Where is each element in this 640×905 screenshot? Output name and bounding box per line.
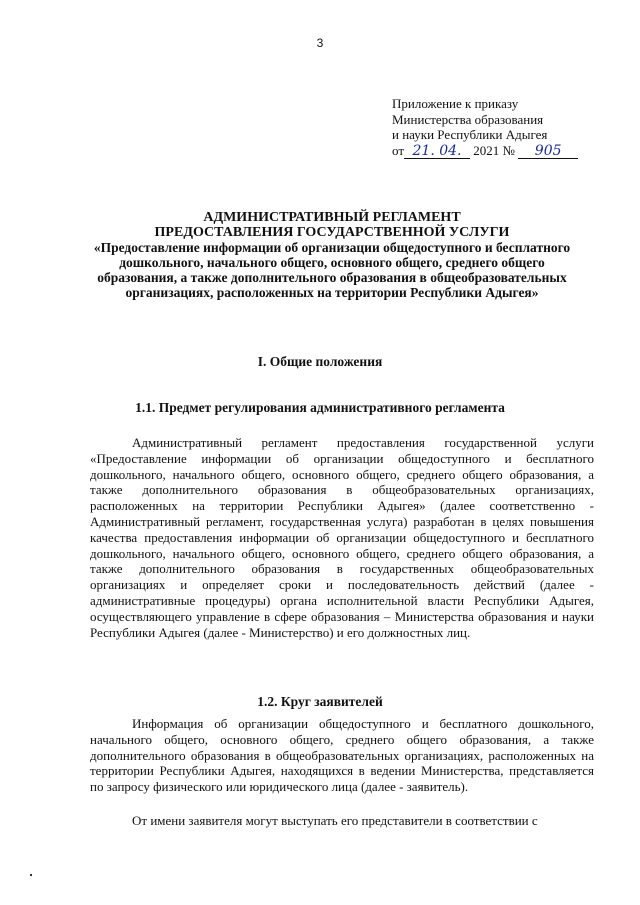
- appendix-line-2: Министерства образования: [392, 111, 544, 127]
- scan-mark: [30, 874, 32, 876]
- appendix-line-3: и науки Республики Адыгея: [392, 127, 548, 142]
- date-prefix: от: [392, 142, 405, 158]
- paragraph-1-1: Административный регламент предоставления государственной услуги «Предоставление информации об организации общедоступного и бесплатного дошкольного, начального общего, основного общего, среднего общего образования, а также дополнительного образования в общеобразовательных организациях, расположенных на территории Республики Адыгея» (далее соответственно - Административный регламент, государственная услуга) разработан в целях повышения качества предоставления информации об организации общедоступного и бесплатного дошкольного, начального общего, основного общего, среднего общего образования, а также дополнительного образования в государственных общеобразовательных организациях и определяет сроки и последовательность действий (далее - административные процедуры) органа исполнительной власти Республики Адыгея, осуществляющего управление в сфере образования – Министерства образования и науки Республики Адыгея (далее - Министерство) и его должностных лиц.: [90, 435, 594, 640]
- section-heading: I. Общие положения: [257, 354, 383, 369]
- subsection-heading-1-2: 1.2. Круг заявителей: [257, 694, 383, 709]
- handwritten-date: 21. 04.: [404, 145, 470, 159]
- page-number: 3: [316, 36, 324, 50]
- subsection-heading-1-1: 1.1. Предмет регулирования административного регламента: [135, 400, 505, 415]
- year-and-number-sign: 2021 №: [470, 142, 515, 158]
- handwritten-order-number: 905: [518, 145, 578, 159]
- appendix-line-1: Приложение к приказу: [392, 96, 519, 111]
- title-line-2: ПРЕДОСТАВЛЕНИЯ ГОСУДАРСТВЕННОЙ УСЛУГИ: [154, 225, 510, 240]
- paragraph-1-2-b: От имени заявителя могут выступать его представители в соответствии с: [132, 813, 538, 828]
- title-subtitle: «Предоставление информации об организации общедоступного и бесплатного дошкольного, начального общего, основного общего, среднего общего образования, а также дополнительного образования в общеобразовательных организациях, расположенных на территории Республики Адыгея»: [93, 240, 571, 300]
- appendix-date-line: [392, 143, 578, 159]
- title-line-1: АДМИНИСТРАТИВНЫЙ РЕГЛАМЕНТ: [203, 210, 461, 225]
- document-title: [82, 210, 582, 300]
- paragraph-1-2-a: Информация об организации общедоступного и бесплатного дошкольного, начального общего, основного общего, среднего общего образования, а также дополнительного образования в общеобразовательных организациях, расположенных на территории Республики Адыгея, находящихся в ведении Министерства, представляется по запросу физического или юридического лица (далее - заявитель).: [90, 716, 594, 795]
- appendix-block: [392, 96, 578, 159]
